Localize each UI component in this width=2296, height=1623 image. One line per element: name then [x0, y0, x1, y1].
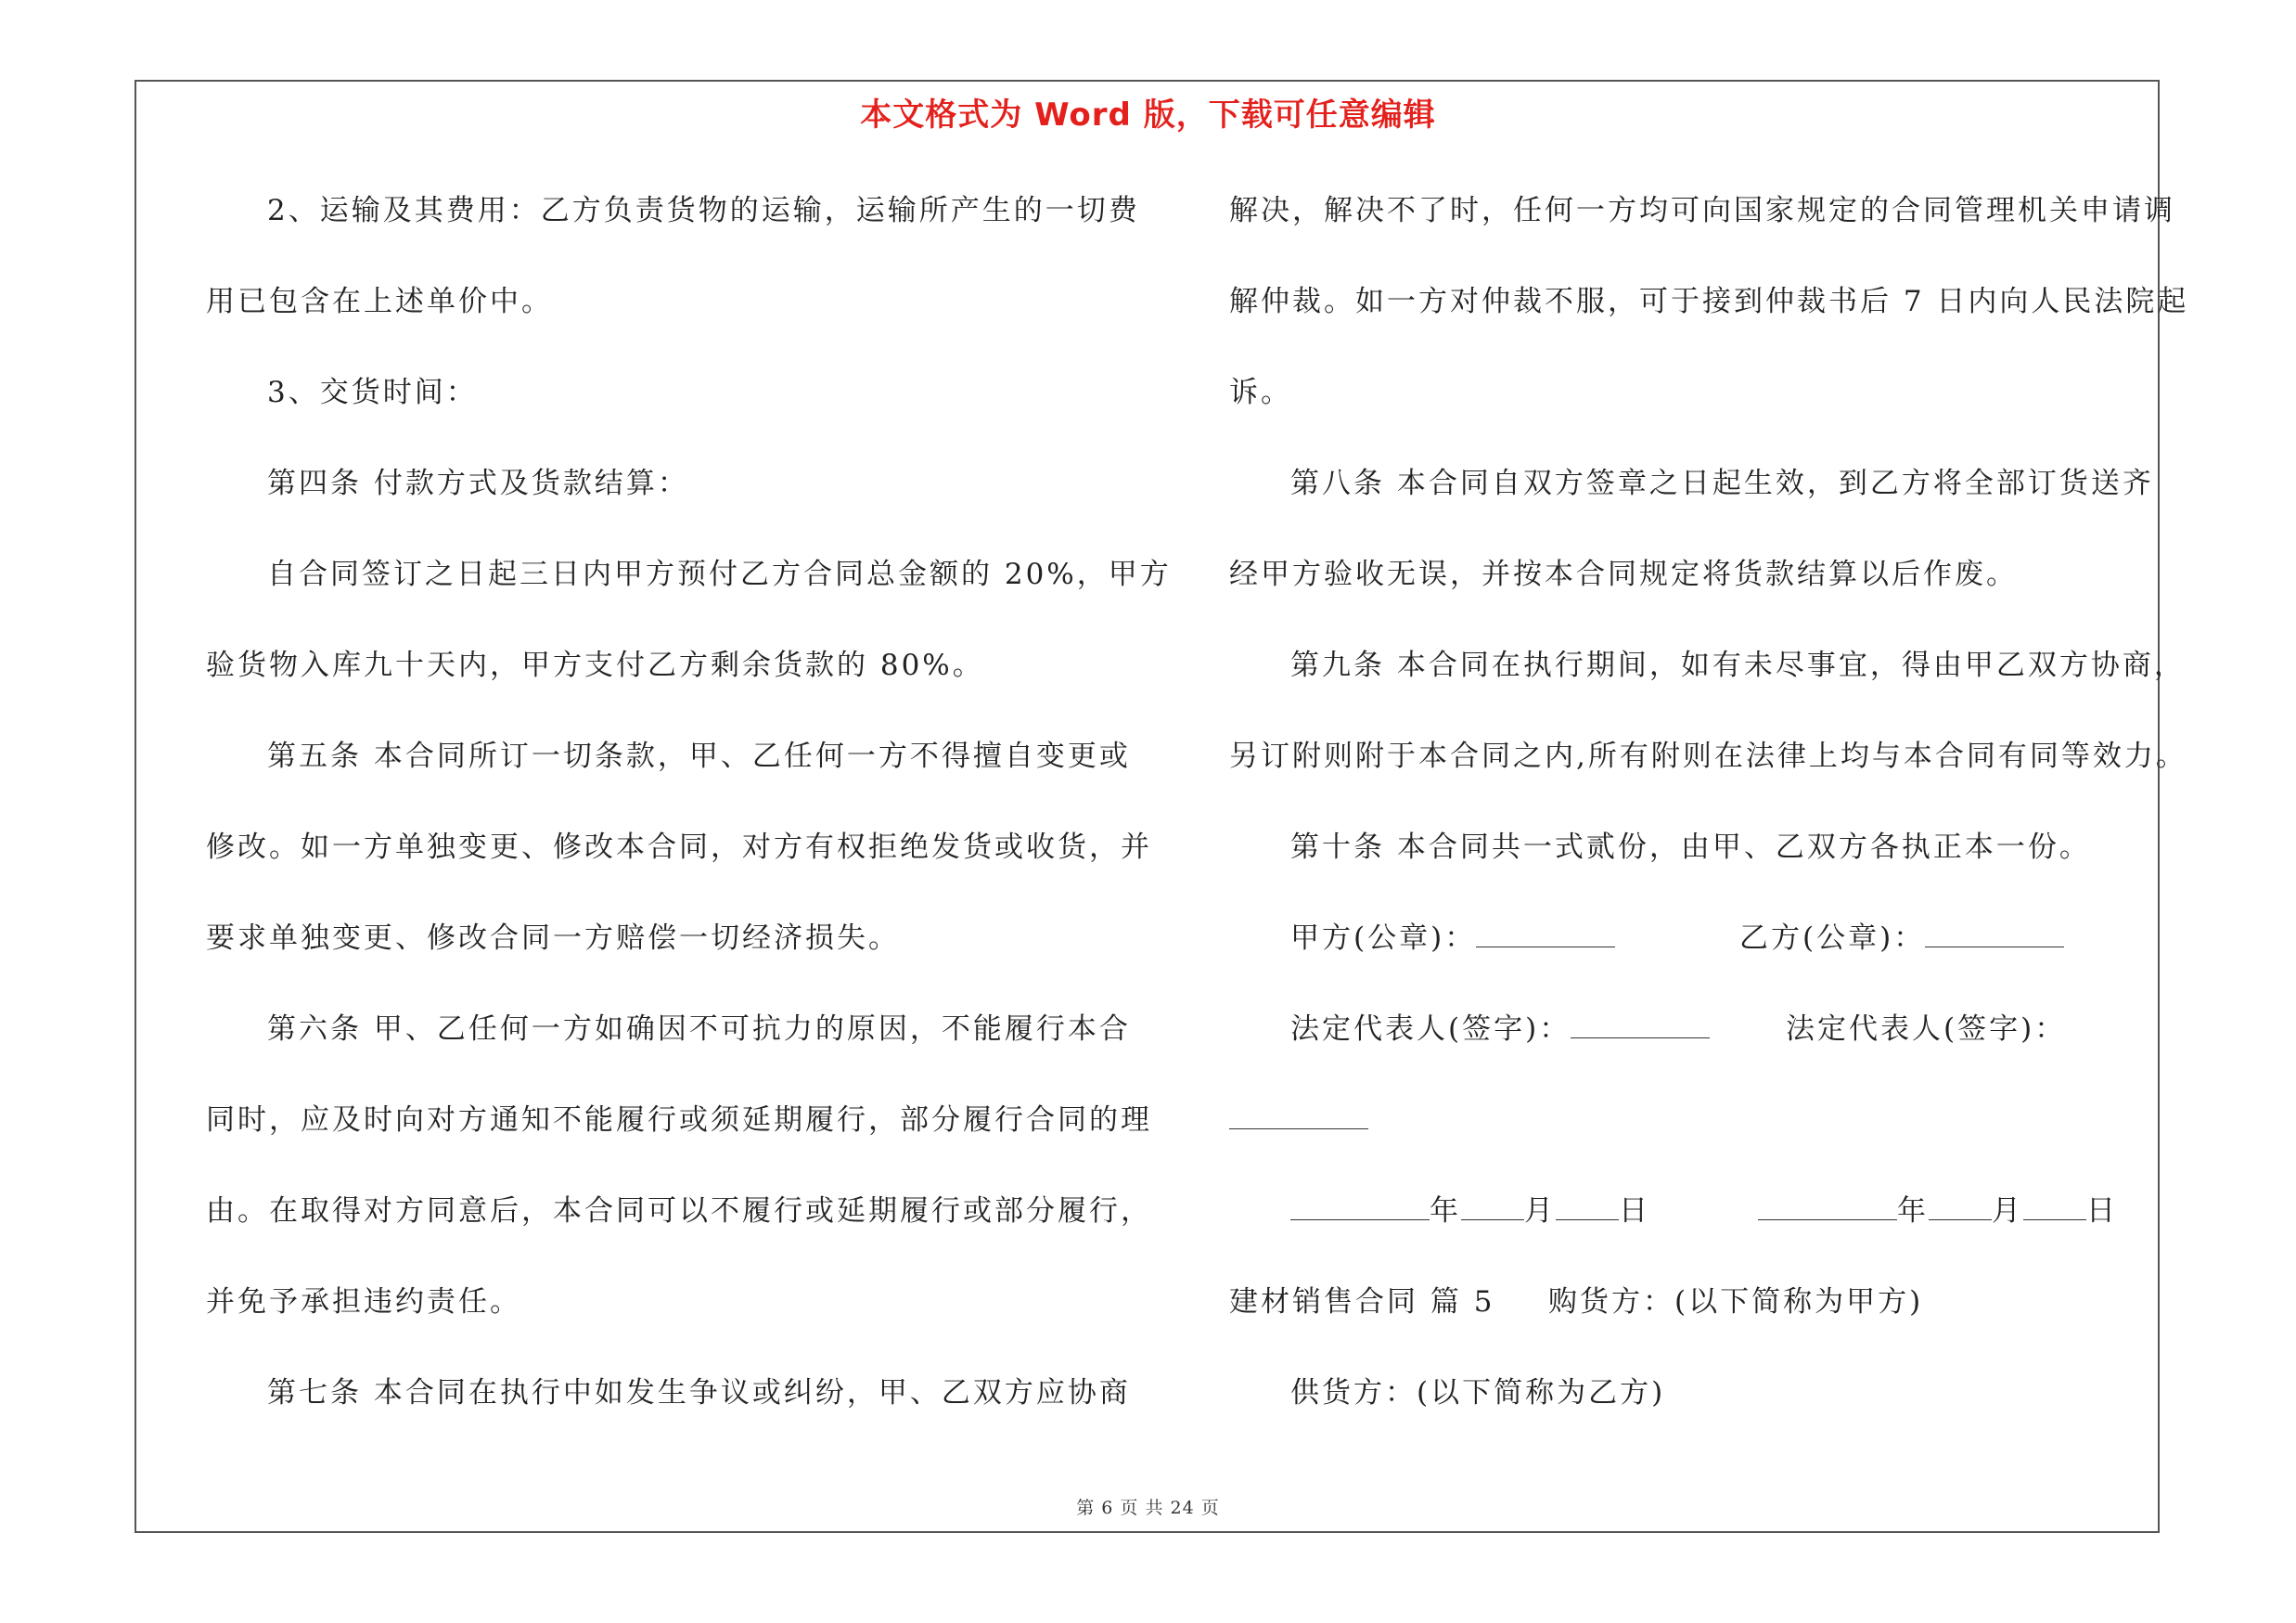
paragraph-line: 用已包含在上述单价中。: [206, 285, 553, 318]
paragraph-line: 修改。如一方单独变更、修改本合同，对方有权拒绝发货或收货，并: [206, 831, 1152, 864]
paragraph-line: 经甲方验收无误，并按本合同规定将货款结算以后作废。: [1229, 558, 2018, 591]
editable-word-banner: 本文格式为 Word 版，下载可任意编辑: [860, 97, 1436, 134]
date-b-month-blank[interactable]: [1929, 1193, 1992, 1220]
day-label: 日: [1619, 1194, 1650, 1228]
paragraph-line: 并免予承担违约责任。: [206, 1285, 521, 1319]
year-label: 年: [1897, 1194, 1929, 1228]
party-b-seal: [1739, 920, 2064, 957]
article-5-line: 第五条 本合同所订一切条款，甲、乙任何一方不得擅自变更或: [267, 740, 1131, 773]
date-a-month-blank[interactable]: [1461, 1193, 1524, 1220]
party-a-seal-blank[interactable]: [1476, 921, 1615, 947]
article-9-line: 第九条 本合同在执行期间，如有未尽事宜，得由甲乙双方协商，: [1290, 649, 2186, 682]
paragraph-line: 验货物入库九十天内，甲方支付乙方剩余货款的 80%。: [206, 649, 984, 682]
day-label: 日: [2086, 1194, 2118, 1228]
rep-b-label: 法定代表人(签字)：: [1786, 1012, 2067, 1046]
paragraph-line: 自合同签订之日起三日内甲方预付乙方合同总金额的 20%，甲方: [267, 558, 1172, 591]
party-a-representative: [1229, 1011, 1710, 1048]
date-a: [1229, 1192, 1650, 1230]
buyer-line: 购货方：(以下简称为甲方): [1548, 1285, 1924, 1319]
party-b-seal-label: 乙方(公章)：: [1739, 921, 1926, 955]
article-6-line: 第六条 甲、乙任何一方如确因不可抗力的原因，不能履行本合: [267, 1012, 1131, 1046]
date-b-day-blank[interactable]: [2023, 1193, 2086, 1220]
paragraph-line: 2、运输及其费用：乙方负责货物的运输，运输所产生的一切费: [267, 194, 1140, 227]
rep-b-blank-line: [1229, 1101, 1368, 1139]
date-a-day-blank[interactable]: [1556, 1193, 1619, 1220]
paragraph-line: 解仲裁。如一方对仲裁不服，可于接到仲裁书后 7 日内向人民法院起: [1229, 285, 2189, 318]
supplier-line: 供货方：(以下简称为乙方): [1290, 1376, 1666, 1410]
article-7-line: 第七条 本合同在执行中如发生争议或纠纷，甲、乙双方应协商: [267, 1376, 1131, 1410]
paragraph-line: 同时，应及时向对方通知不能履行或须延期履行，部分履行合同的理: [206, 1103, 1152, 1137]
paragraph-line: 诉。: [1229, 376, 1292, 409]
paragraph-line: 3、交货时间：: [267, 376, 478, 409]
party-a-seal-label: 甲方(公章)：: [1290, 921, 1477, 955]
month-label: 月: [1524, 1194, 1556, 1228]
page-number: 第 6 页 共 24 页: [1076, 1498, 1220, 1518]
date-b-year-blank[interactable]: [1758, 1193, 1897, 1220]
contract-5-title: 建材销售合同 篇 5: [1229, 1285, 1495, 1319]
article-8-line: 第八条 本合同自双方签章之日起生效，到乙方将全部订货送齐: [1290, 467, 2154, 500]
month-label: 月: [1992, 1194, 2023, 1228]
paragraph-line: 解决，解决不了时，任何一方均可向国家规定的合同管理机关申请调: [1229, 194, 2175, 227]
party-b-seal-blank[interactable]: [1925, 921, 2064, 947]
article-4-heading: 第四条 付款方式及货款结算：: [267, 467, 689, 500]
paragraph-line: 由。在取得对方同意后，本合同可以不履行或延期履行或部分履行，: [206, 1194, 1152, 1228]
paragraph-line: 要求单独变更、修改合同一方赔偿一切经济损失。: [206, 921, 900, 955]
party-a-seal: [1229, 920, 1615, 957]
date-a-year-blank[interactable]: [1290, 1193, 1430, 1220]
year-label: 年: [1430, 1194, 1461, 1228]
rep-a-label: 法定代表人(签字)：: [1290, 1012, 1571, 1046]
party-b-representative: [1786, 1011, 2066, 1048]
date-b: [1758, 1192, 2118, 1230]
rep-b-blank[interactable]: [1229, 1102, 1368, 1129]
paragraph-line: 另订附则附于本合同之内,所有附则在法律上均与本合同有同等效力。: [1229, 740, 2187, 773]
rep-a-blank[interactable]: [1571, 1011, 1710, 1038]
article-10-line: 第十条 本合同共一式贰份，由甲、乙双方各执正本一份。: [1290, 831, 2091, 864]
